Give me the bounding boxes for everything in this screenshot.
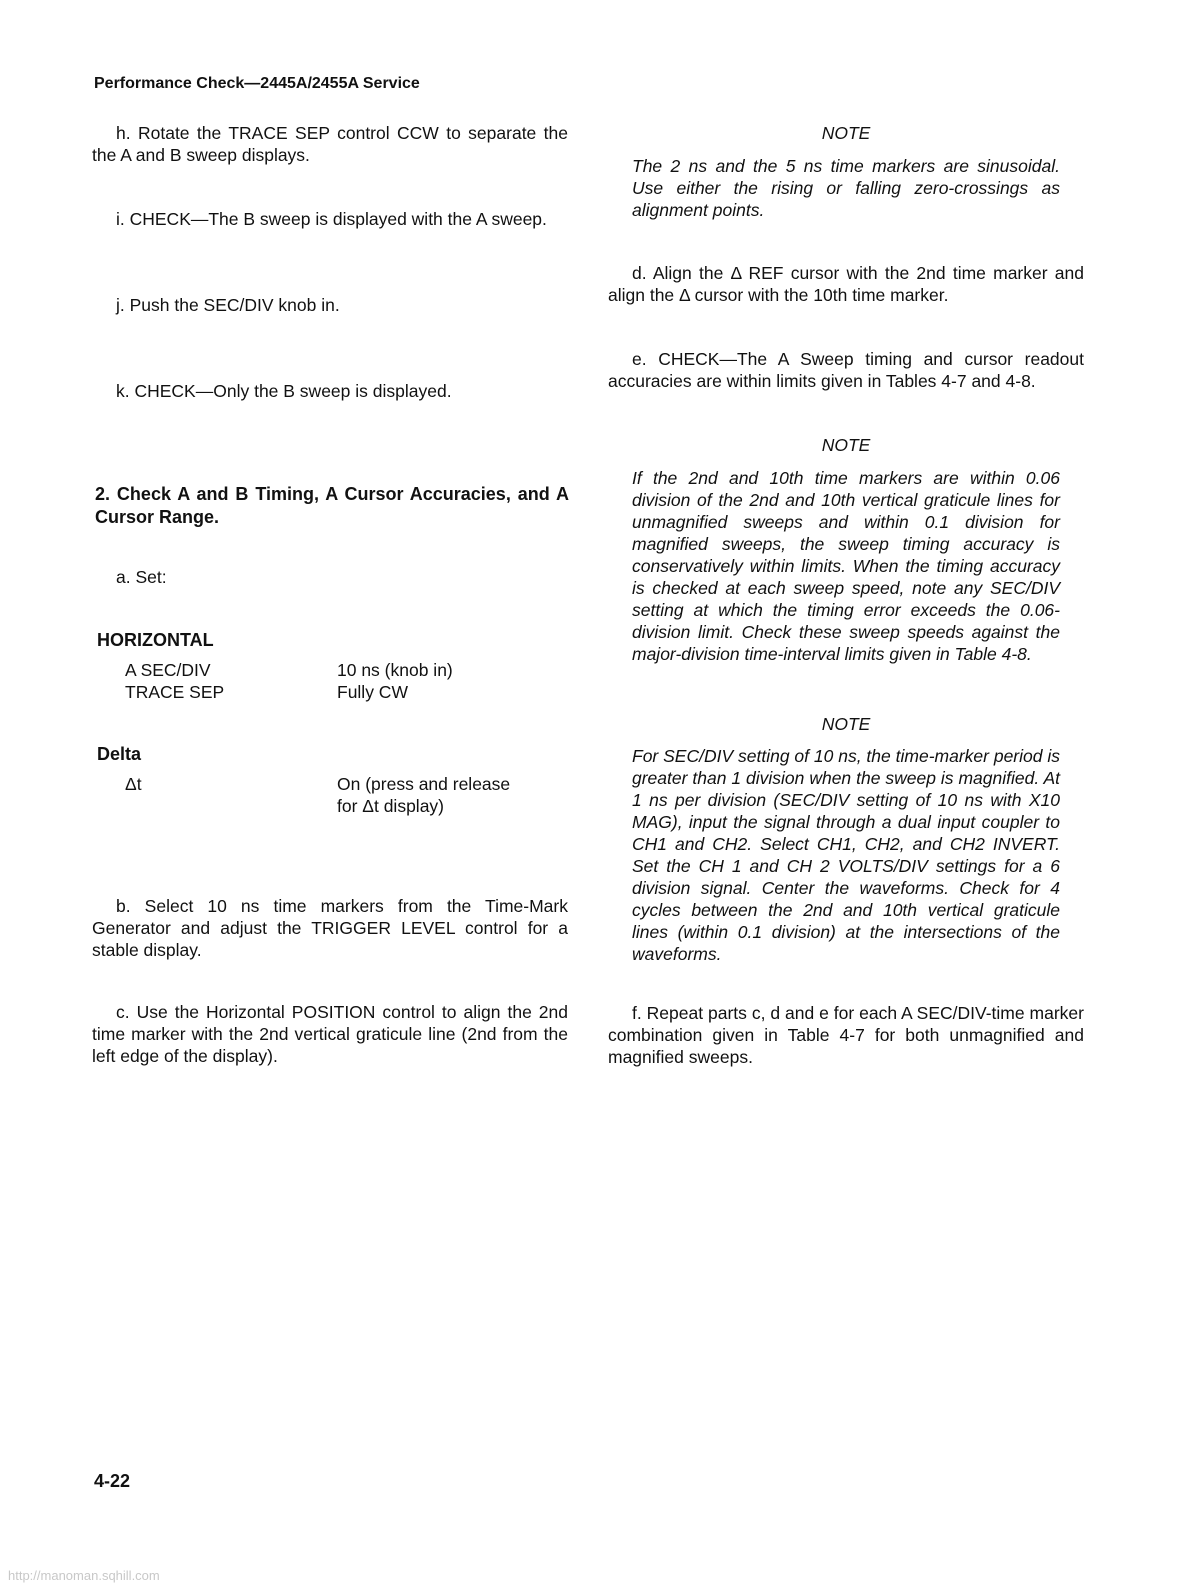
running-header: Performance Check—2445A/2455A Service: [94, 75, 420, 92]
delta-title: Delta: [97, 744, 142, 764]
source-url: http://manoman.sqhill.com: [8, 1568, 160, 1583]
step-d: d. Align the Δ REF cursor with the 2nd time marker and align the Δ cursor with the 10th time marker.: [608, 263, 1084, 305]
step-a: a. Set:: [116, 567, 167, 587]
setting-value-line: for Δt display): [337, 796, 444, 816]
step-c: c. Use the Horizontal POSITION control to align the 2nd time marker with the 2nd vertical graticule line (2nd from the left edge of the display).: [92, 1002, 568, 1066]
setting-value-line: On (press and release: [337, 774, 511, 794]
setting-value: Fully CW: [337, 682, 408, 702]
setting-key: TRACE SEP: [125, 682, 225, 702]
delta-settings: [97, 743, 573, 817]
horizontal-settings: [97, 629, 573, 703]
step-h: h. Rotate the TRACE SEP control CCW to separate the the A and B sweep displays.: [92, 123, 568, 165]
note-body: For SEC/DIV setting of 10 ns, the time-marker period is greater than 1 division when the sweep is magnified. At 1 ns per division (SEC/DIV setting of 10 ns with X10 MAG), input the signal through a dual input coupler to CH1 and CH2. Select CH1, CH2, and CH2 INVERT. Set the CH 1 and CH 2 VOLTS/DIV settings for a 6 division signal. Center the waveforms. Check for 4 cycles between the 2nd and 10th vertical graticule lines (within 0.1 division) at the intersections of the waveforms.: [632, 746, 1060, 964]
page-number: 4-22: [94, 1471, 131, 1491]
step-f: f. Repeat parts c, d and e for each A SEC/DIV-time marker combination given in Table 4-7 for both unmagnified and magnified sweeps.: [608, 1003, 1084, 1067]
step-i: i. CHECK—The B sweep is displayed with the A sweep.: [116, 209, 547, 229]
setting-row: [97, 681, 573, 703]
note-title: NOTE: [821, 123, 871, 143]
step-b: b. Select 10 ns time markers from the Time-Mark Generator and adjust the TRIGGER LEVEL control for a stable display.: [92, 896, 568, 960]
setting-key: Δt: [125, 774, 142, 794]
section-heading: 2. Check A and B Timing, A Cursor Accuracies, and A Cursor Range.: [95, 484, 569, 527]
step-j: j. Push the SEC/DIV knob in.: [116, 295, 340, 315]
step-e: e. CHECK—The A Sweep timing and cursor readout accuracies are within limits given in Tables 4-7 and 4-8.: [608, 349, 1084, 391]
setting-key: A SEC/DIV: [125, 660, 211, 680]
note-title: NOTE: [821, 714, 871, 734]
step-k: k. CHECK—Only the B sweep is displayed.: [116, 381, 452, 401]
note-title: NOTE: [821, 435, 871, 455]
setting-value: [337, 773, 573, 817]
note-body: The 2 ns and the 5 ns time markers are sinusoidal. Use either the rising or falling zero-crossings as alignment points.: [632, 156, 1060, 220]
horizontal-title: HORIZONTAL: [97, 630, 214, 650]
setting-value: 10 ns (knob in): [337, 660, 453, 680]
setting-row: [97, 659, 573, 681]
setting-row: [97, 773, 573, 817]
note-body: If the 2nd and 10th time markers are within 0.06 division of the 2nd and 10th vertical graticule lines for unmagnified sweeps and within 0.1 division for magnified sweeps, the sweep timing accuracy is conservatively within limits. When the timing accuracy is checked at each sweep speed, note any SEC/DIV setting at which the timing error exceeds the 0.06-division limit. Check these sweep speeds against the major-division time-interval limits given in Table 4-8.: [632, 468, 1060, 664]
